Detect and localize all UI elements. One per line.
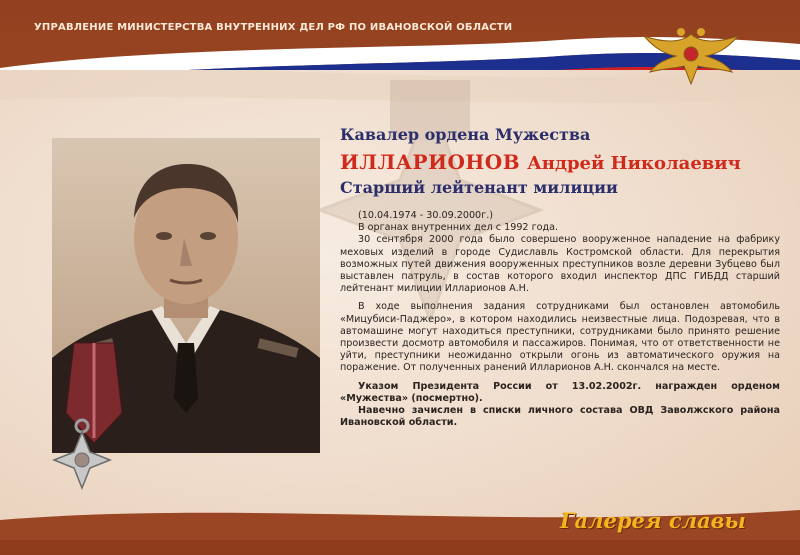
biography-text xyxy=(340,210,780,429)
hero-given-names: Андрей Николаевич xyxy=(527,153,741,174)
service-start: В органах внутренних дел с 1992 года. xyxy=(358,222,559,234)
bio-paragraph-2: В ходе выполнения задания сотрудниками был остановлен автомобиль «Мицубиси-Паджеро», в котором находились неизвестные лица. Подозревая, что в автомашине могут находиться преступники, сотрудниками было принято решение произвести досмотр автомобиля и пассажиров. Понимая, что от ответственности не уйти, преступники неожиданно открыли огонь из автоматического оружия на поражение. От полученных ранений Илларионов А.Н. скончался на месте. xyxy=(340,301,780,374)
award-decree: Указом Президента России от 13.02.2002г. награжден орденом «Мужества» (посмертно). xyxy=(340,380,780,404)
bio-paragraph-1: 30 сентября 2000 года было совершено вооруженное нападение на фабрику меховых изделий в городе Судиславль Костромской области. Для перекрытия возможных путей движения вооруженных преступников возле деревни Зубцево был выставлен патруль, в состав которого входил инспектор ДПС ГИБДД старший лейтенант милиции Илларионов А.Н. xyxy=(340,234,780,295)
hero-rank: Старший лейтенант милиции xyxy=(340,178,618,197)
order-of-courage-medal xyxy=(52,418,112,508)
portrait-photo xyxy=(52,138,320,453)
organization-header: УПРАВЛЕНИЕ МИНИСТЕРСТВА ВНУТРЕННИХ ДЕЛ РФ ПО ИВАНОВСКОЙ ОБЛАСТИ xyxy=(34,22,513,33)
life-dates: (10.04.1974 - 30.09.2000г.) xyxy=(358,210,493,221)
hero-surname: ИЛЛАРИОНОВ xyxy=(340,150,521,174)
enlistment-note: Навечно зачислен в списки личного состава ОВД Заволжского района Ивановской области. xyxy=(340,405,780,429)
award-title: Кавалер ордена Мужества xyxy=(340,125,591,144)
gallery-of-glory-title: Галерея славы xyxy=(560,508,746,533)
double-headed-eagle-emblem xyxy=(636,24,746,94)
hero-name xyxy=(340,150,741,174)
